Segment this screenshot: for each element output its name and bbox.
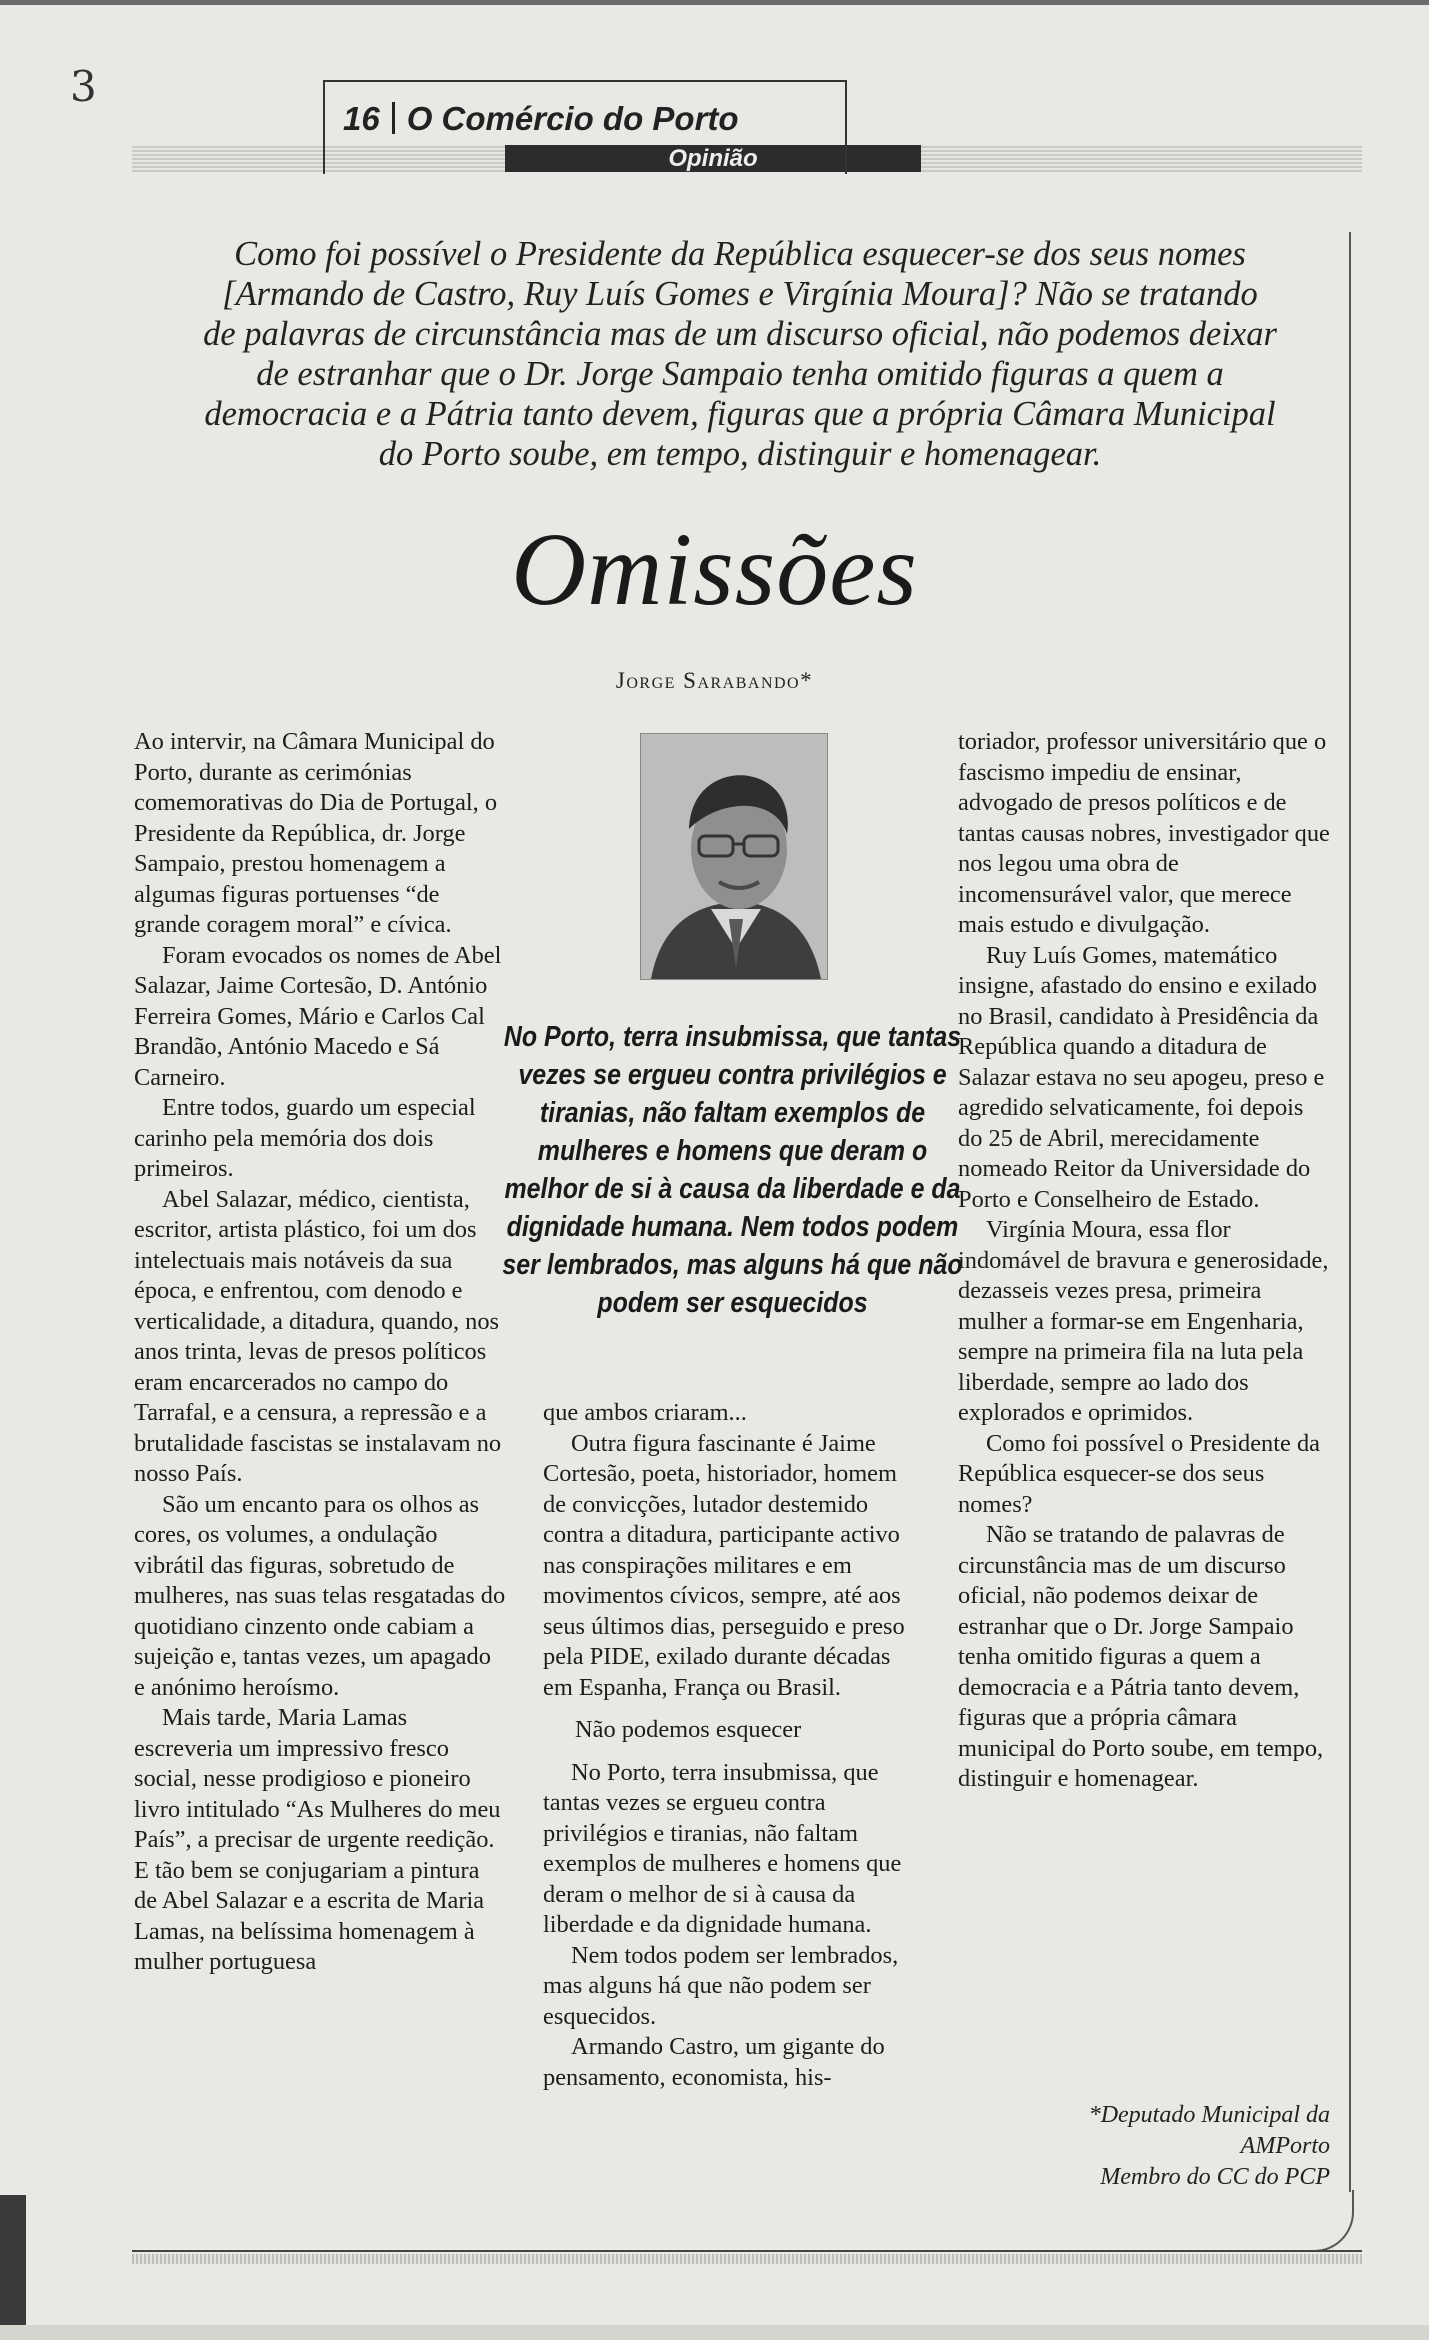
deck-line: [Armando de Castro, Ruy Luís Gomes e Virgínia Moura]? Não se tratando — [222, 275, 1258, 313]
author-portrait-image — [641, 734, 827, 979]
article-column-1 — [134, 727, 506, 1978]
author-note — [958, 2100, 1330, 2193]
paragraph: Nem todos podem ser lembrados, mas alguns há que não podem ser esquecidos. — [543, 1941, 899, 2030]
bottom-rule — [132, 2250, 1362, 2252]
paragraph: Entre todos, guardo um especial carinho pela memória dos dois primeiros. — [134, 1094, 476, 1182]
subheading: Não podemos esquecer — [575, 1716, 802, 1743]
deck-line: de palavras de circunstância mas de um discurso oficial, não podemos deixar — [203, 315, 1277, 353]
paragraph: Mais tarde, Maria Lamas escreveria um impressivo fresco social, nesse prodigioso e pioneiro livro intitulado “As Mulheres do meu País”, a precisar de urgente reedição. E tão bem se conjugariam a pintura de Abel Salazar e a escrita de Maria Lamas, na belíssima homenagem à mulher portuguesa — [134, 1704, 501, 1975]
page-number: 16 — [343, 100, 380, 137]
paragraph: Virgínia Moura, essa flor indomável de bravura e generosidade, dezasseis vezes presa, primeira mulher a formar-se em Engenharia, sempre na primeira fila na luta pela liberdade, sempre ao lado dos explorados e oprimidos. — [958, 1216, 1329, 1426]
deck-line: de estranhar que o Dr. Jorge Sampaio tenha omitido figuras a quem a — [256, 355, 1224, 393]
author-note-line: *Deputado Municipal da — [1088, 2102, 1330, 2128]
article-title: Omissões — [511, 512, 918, 627]
paragraph: Foram evocados os nomes de Abel Salazar, Jaime Cortesão, D. António Ferreira Gomes, Mário e Carlos Cal Brandão, António Macedo e Sá Carneiro. — [134, 941, 502, 1091]
paragraph: toriador, professor universitário que o fascismo impediu de ensinar, advogado de presos políticos e de tantas causas nobres, investigador que nos legou uma obra de incomensurável valor, que merece mais estudo e divulgação. — [958, 728, 1330, 938]
article-column-2 — [543, 1398, 923, 2093]
scan-bottom-edge — [0, 2325, 1429, 2340]
deck-line: democracia e a Pátria tanto devem, figuras que a própria Câmara Municipal — [204, 395, 1276, 433]
scan-left-edge — [0, 2195, 26, 2340]
paragraph: Ao intervir, na Câmara Municipal do Porto, durante as cerimónias comemorativas do Dia de Portugal, o Presidente da República, dr. Jorge Sampaio, prestou homenagem a algumas figuras portuenses “de grande coragem moral” e cívica. — [134, 728, 498, 938]
paragraph: No Porto, terra insubmissa, que tantas vezes se ergueu contra privilégios e tiranias, não faltam exemplos de mulheres e homens que deram o melhor de si à causa da liberdade e da dignidade humana. — [543, 1758, 902, 1938]
paragraph: Outra figura fascinante é Jaime Cortesão, poeta, historiador, homem de convicções, lutador destemido contra a ditadura, participante activo nas conspirações militares e em movimentos cívicos, sempre, até aos seus últimos dias, perseguido e preso pela PIDE, exilado durante décadas em Espanha, França ou Brasil. — [543, 1429, 905, 1701]
paragraph: Abel Salazar, médico, cientista, escritor, artista plástico, foi um dos intelectuais mais notáveis da sua época, e enfrentou, com denodo e verticalidade, a ditadura, quando, nos anos trinta, levas de presos políticos eram encarcerados no campo do Tarrafal, e a censura, a repressão e a brutalidade fascistas se instalavam no nosso País. — [134, 1185, 502, 1487]
handwritten-page-mark: 3 — [70, 62, 97, 111]
paragraph: Armando Castro, um gigante do pensamento, economista, his- — [543, 2033, 885, 2091]
bottom-band — [132, 2254, 1362, 2264]
byline: Jorge Sarabando* — [615, 668, 814, 693]
paragraph: São um encanto para os olhos as cores, os volumes, a ondulação vibrátil das figuras, sobretudo de mulheres, nas suas telas resgatadas do quotidiano cinzento onde cabiam a sujeição e, tantas vezes, um apagado e anónimo heroísmo. — [134, 1490, 506, 1701]
paragraph: Ruy Luís Gomes, matemático insigne, afastado do ensino e exilado no Brasil, candidato à Presidência da República quando a ditadura de Salazar estava no seu apogeu, preso e agredido selvaticamente, foi depois do 25 de Abril, merecidamente nomeado Reitor da Universidade do Porto e Conselheiro de Estado. — [958, 941, 1325, 1213]
masthead — [343, 100, 739, 138]
scan-top-edge — [0, 0, 1429, 5]
author-note-line: Membro do CC do PCP — [1100, 2164, 1330, 2190]
article-column-3 — [958, 727, 1330, 1795]
paragraph: que ambos criaram... — [543, 1399, 747, 1426]
deck-line: Como foi possível o Presidente da República esquecer-se dos seus nomes — [234, 235, 1246, 273]
newspaper-name: O Comércio do Porto — [406, 100, 739, 137]
article-deck — [150, 234, 1330, 474]
paragraph: Não se tratando de palavras de circunstância mas de um discurso oficial, não podemos deixar de estranhar que o Dr. Jorge Sampaio tenha omitido figuras a quem a democracia e a Pátria tanto devem, figuras que a própria câmara municipal do Porto soube, em tempo, distinguir e homenagear. — [958, 1521, 1324, 1792]
deck-line: do Porto soube, em tempo, distinguir e homenagear. — [378, 435, 1102, 473]
section-label: Opinião — [668, 145, 758, 172]
frame-corner — [1290, 2190, 1354, 2252]
pull-quote: No Porto, terra insubmissa, que tantas vezes se ergueu contra privilégios e tiranias, não faltam exemplos de mulheres e homens que deram o melhor de si à causa da liberdade e da dignidade humana. Nem todos podem ser lembrados, mas alguns há que não podem ser esquecidos — [502, 1021, 963, 1319]
paragraph: Como foi possível o Presidente da República esquecer-se dos seus nomes? — [958, 1429, 1320, 1518]
author-photo — [640, 733, 828, 980]
masthead-divider — [392, 102, 395, 134]
author-note-line: AMPorto — [1240, 2133, 1330, 2159]
